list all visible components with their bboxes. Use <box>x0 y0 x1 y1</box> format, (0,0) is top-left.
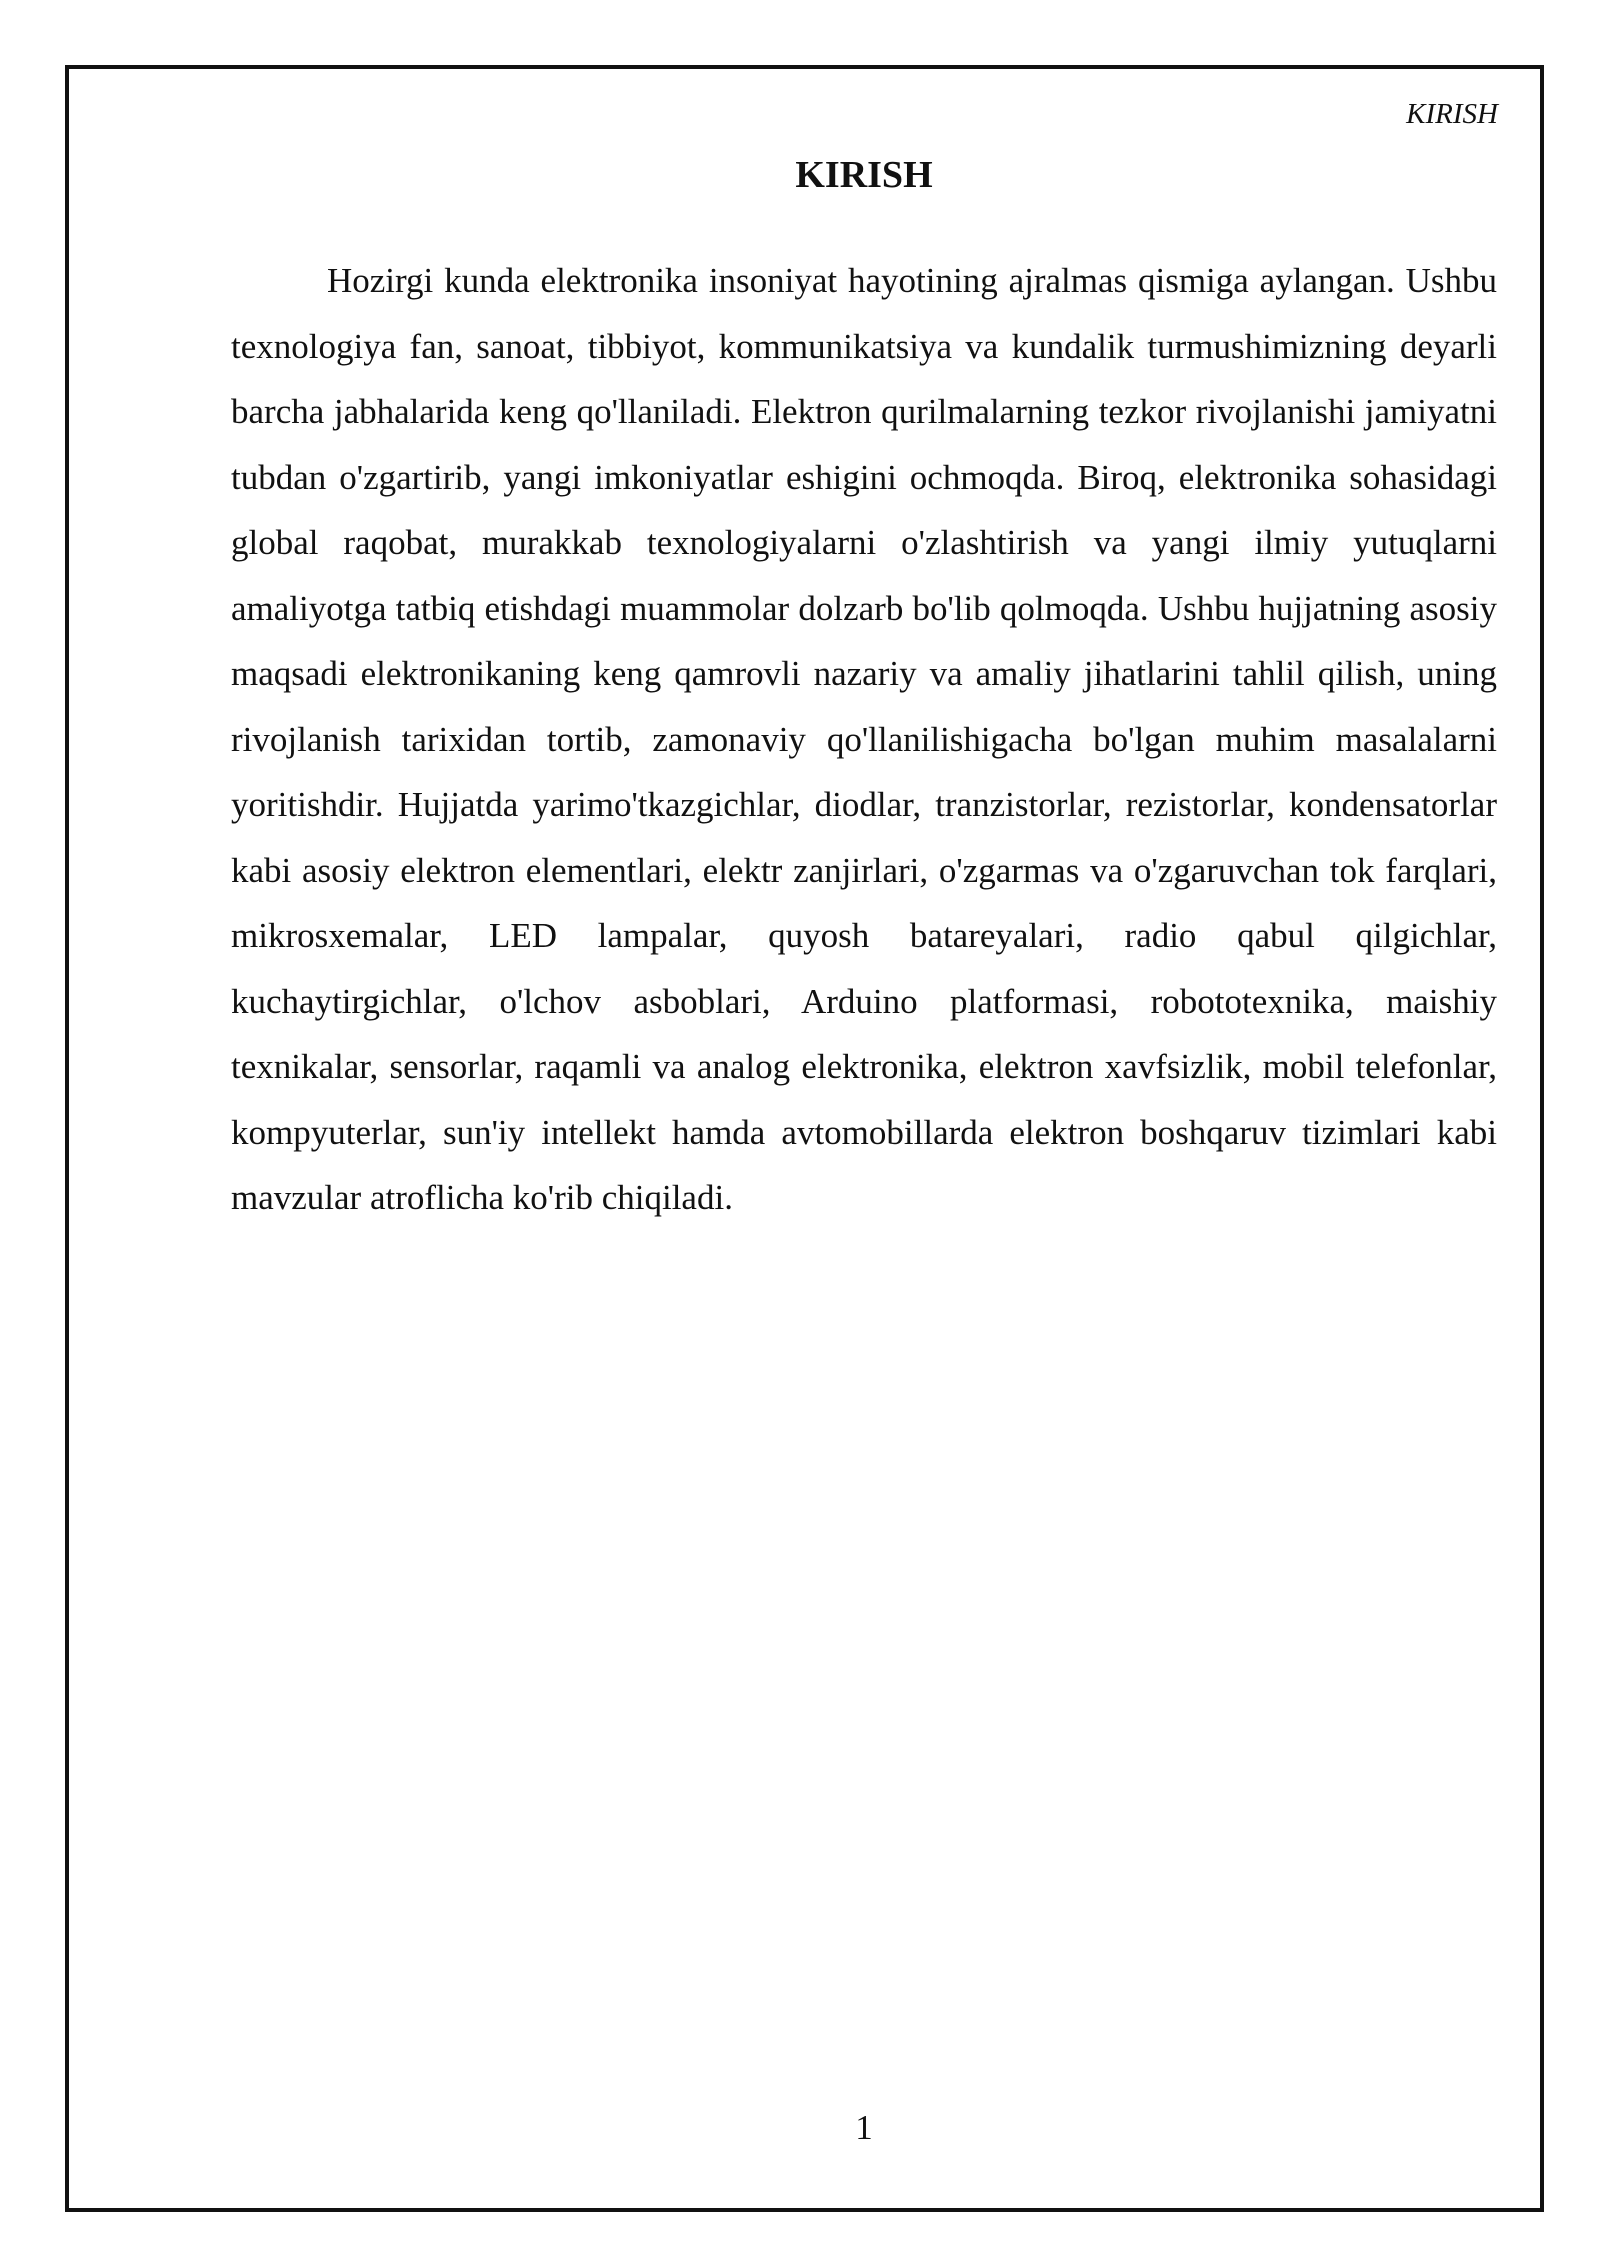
running-header: KIRISH <box>1406 98 1498 130</box>
page-title: KIRISH <box>795 154 933 196</box>
intro-paragraph: Hozirgi kunda elektronika insoniyat hayotining ajralmas qismiga aylangan. Ushbu texnologiya fan, sanoat, tibbiyot, kommunikatsiya va kundalik turmushimizning deyarli barcha jabhalarida keng qo'llaniladi. Elektron qurilmalarning tezkor rivojlanishi jamiyatni tubdan o'zgartirib, yangi imkoniyatlar eshigini ochmoqda. Biroq, elektronika sohasidagi global raqobat, murakkab texnologiyalarni o'zlashtirish va yangi ilmiy yutuqlarni amaliyotga tatbiq etishdagi muammolar dolzarb bo'lib qolmoqda. Ushbu hujjatning asosiy maqsadi elektronikaning keng qamrovli nazariy va amaliy jihatlarini tahlil qilish, uning rivojlanish tarixidan tortib, zamonaviy qo'llanilishigacha bo'lgan muhim masalalarni yoritishdir. Hujjatda yarimo'tkazgichlar, diodlar, tranzistorlar, rezistorlar, kondensatorlar kabi asosiy elektron elementlari, elektr zanjirlari, o'zgarmas va o'zgaruvchan tok farqlari, mikrosxemalar, LED lampalar, quyosh batareyalari, radio qabul qilgichlar, kuchaytirgichlar, o'lchov asboblari, Arduino platformasi, robototexnika, maishiy texnikalar, sensorlar, raqamli va analog elektronika, elektron xavfsizlik, mobil telefonlar, kompyuterlar, sun'iy intellekt hamda avtomobillarda elektron boshqaruv tizimlari kabi mavzular atroflicha ko'rib chiqiladi. <box>231 261 1497 1217</box>
page-number: 1 <box>855 2108 873 2147</box>
